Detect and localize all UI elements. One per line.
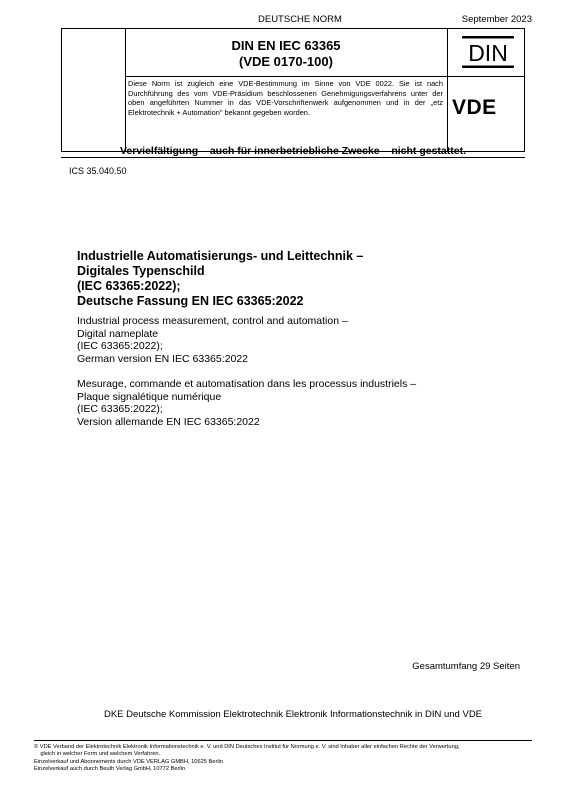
publication-date: September 2023 [461, 14, 532, 25]
footer-line: © VDE Verband der Elektrotechnik Elektronik Informationstechnik e. V. und DIN Deutsches Institut für Normung e. V. sind Inhaber aller einfachen Rechte der Verwertung, [34, 744, 460, 750]
vde-logo: VDE [452, 96, 497, 119]
title-english-line: (IEC 63365:2022); [77, 340, 163, 352]
title-french-line: Plaque signalétique numérique [77, 390, 222, 403]
title-english-line: German version EN IEC 63365:2022 [77, 352, 249, 365]
divider-line [61, 157, 525, 158]
title-english [77, 315, 348, 365]
footer-line: Einzelverkauf auch durch Beuth Verlag GmbH, 10772 Berlin [34, 766, 186, 773]
title-german-line: (IEC 63365:2022); [77, 279, 181, 293]
vde-number: (VDE 0170-100) [239, 54, 333, 69]
footer-divider [34, 740, 532, 741]
vde-approval-note: Diese Norm ist zugleich eine VDE-Bestimmung im Sinne von VDE 0022. Sie ist nach Durchführung des vom VDE-Präsidium beschlossenen Genehmigungsverfahrens unter der oben angeführten Nummer in das VDE-Vorschriftenwerk aufgenommen und in der „etz Elektrotechnik + Automation" bekannt gegeben worden. [128, 79, 443, 117]
din-logo [462, 36, 514, 68]
ics-code: ICS 35.040.50 [69, 166, 127, 176]
title-german [77, 249, 363, 309]
title-french-line: Version allemande EN IEC 63365:2022 [77, 415, 260, 428]
title-german-line: Industrielle Automatisierungs- und Leittechnik – [77, 249, 364, 263]
standard-title-block [125, 38, 447, 70]
din-logo-text: DIN [468, 40, 508, 66]
reproduction-notice: Vervielfältigung – auch für innerbetriebliche Zwecke – nicht gestattet. [119, 145, 466, 157]
footer-line: Einzelverkauf und Abonnements durch VDE VERLAG GMBH, 10625 Berlin [34, 758, 224, 765]
title-french [77, 378, 416, 428]
standard-number: DIN EN IEC 63365 [231, 38, 341, 53]
title-french-line: (IEC 63365:2022); [77, 403, 163, 415]
footer-line: gleich in welcher Form und welchem Verfahren. [34, 751, 161, 758]
title-english-line: Industrial process measurement, control and automation – [77, 315, 348, 327]
total-pages: Gesamtumfang 29 Seiten [412, 661, 520, 672]
title-german-line: Deutsche Fassung EN IEC 63365:2022 [77, 294, 304, 308]
title-english-line: Digital nameplate [77, 327, 159, 340]
title-french-line: Mesurage, commande et automatisation dans les processus industriels – [77, 378, 417, 390]
title-german-line: Digitales Typenschild [77, 264, 205, 278]
frame-divider [447, 29, 448, 151]
dke-line: DKE Deutsche Kommission Elektrotechnik Elektronik Informationstechnik in DIN und VDE [103, 709, 483, 720]
frame-divider [125, 76, 524, 77]
copyright-footer [34, 744, 544, 774]
norm-type-label: DEUTSCHE NORM [258, 14, 342, 25]
